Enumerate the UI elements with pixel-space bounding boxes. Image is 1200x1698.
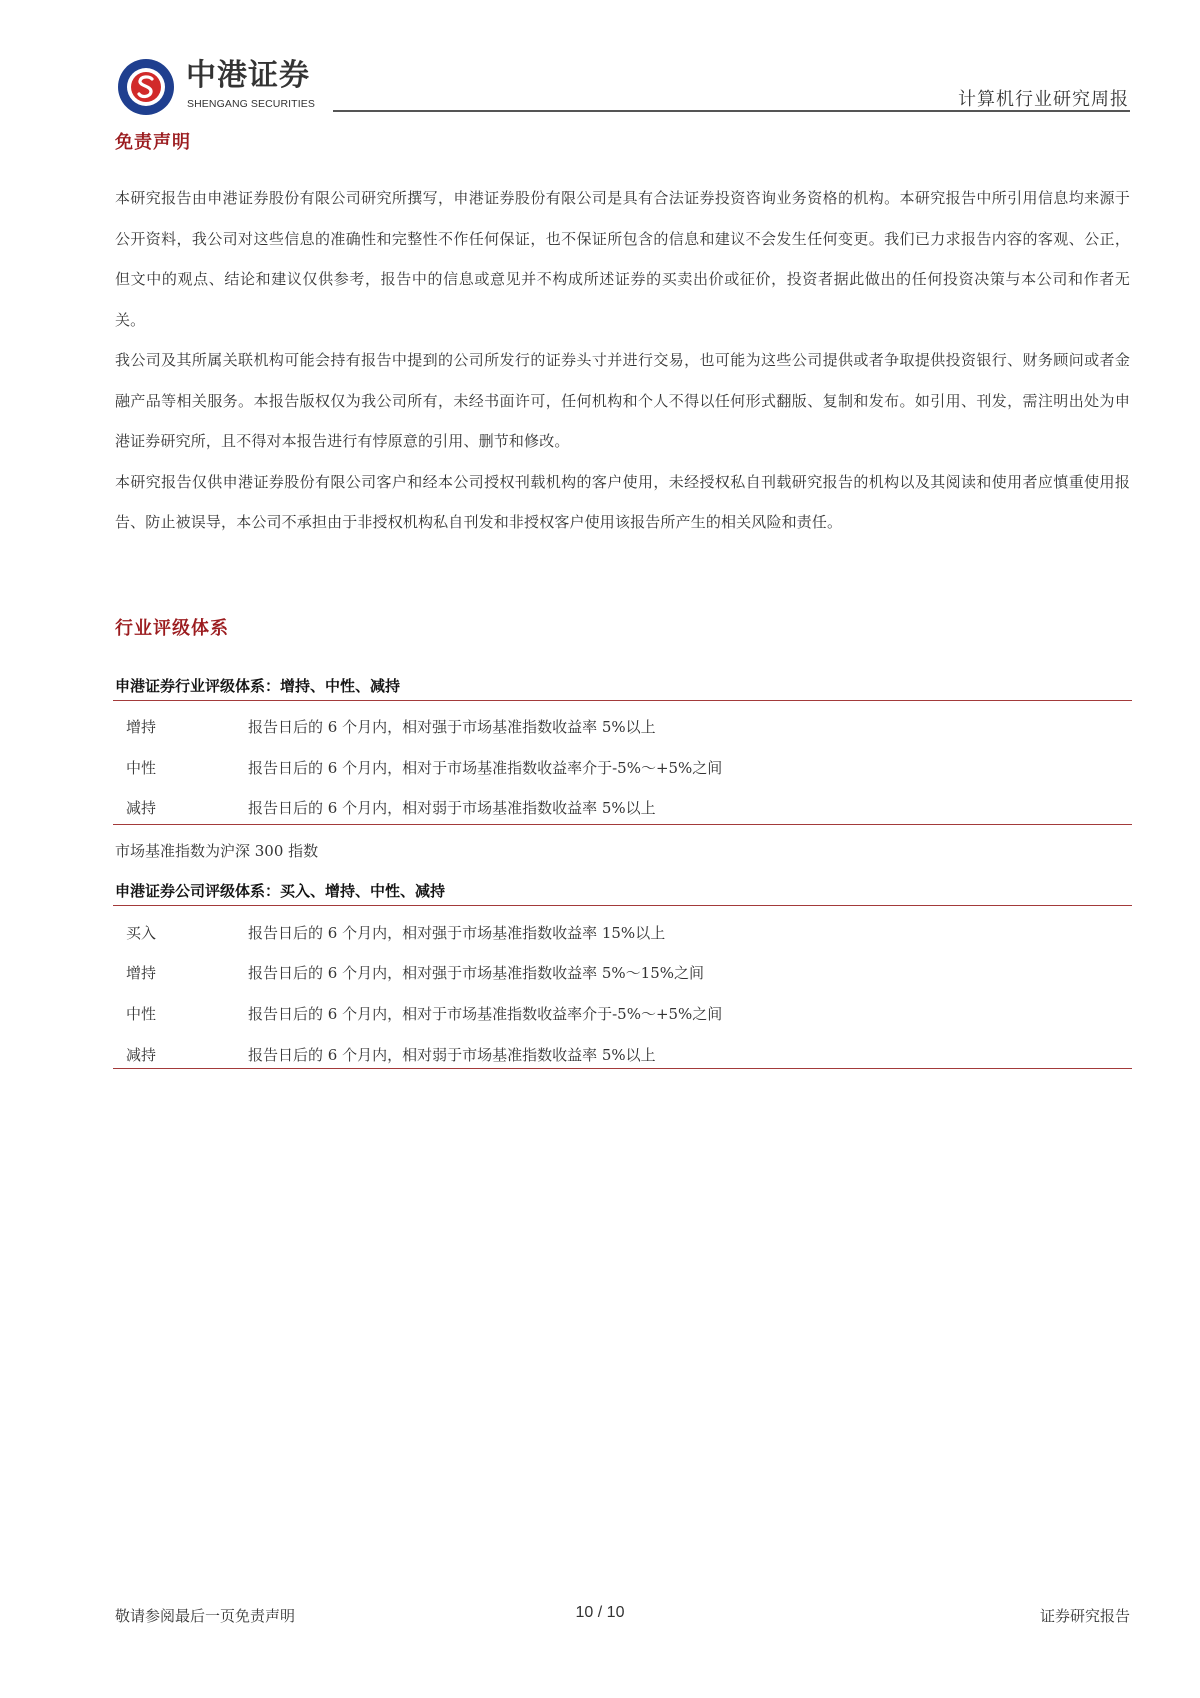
- disclaimer-paragraph: 本研究报告由申港证券股份有限公司研究所撰写，申港证券股份有限公司是具有合法证券投资咨询业务资格的机构。本研究报告中所引用信息均来源于公开资料，我公司对这些信息的准确性和完整性不作任何保证，也不保证所包含的信息和建议不会发生任何变更。我们已力求报告内容的客观、公正，但文中的观点、结论和建议仅供参考，报告中的信息或意见并不构成所述证券的买卖出价或征价，投资者据此做出的任何投资决策与本公司和作者无关。: [115, 189, 1130, 329]
- industry-table-top-rule: [113, 700, 1132, 701]
- industry-table-bottom-rule: [113, 824, 1132, 825]
- industry-rating-title: 申港证券行业评级体系：增持、中性、减持: [115, 677, 401, 695]
- rating-label: 中性: [126, 1005, 157, 1023]
- rating-description: 报告日后的 6 个月内，相对于市场基准指数收益率介于-5%～+5%之间: [248, 759, 723, 777]
- rating-label: 增持: [126, 964, 157, 982]
- rating-label: 减持: [126, 1046, 157, 1064]
- report-type-title: 计算机行业研究周报: [958, 89, 1129, 110]
- brand-english-name: SHENGANG SECURITIES: [187, 98, 315, 110]
- header-divider: [333, 110, 1130, 112]
- rating-description: 报告日后的 6 个月内，相对强于市场基准指数收益率 5%～15%之间: [248, 964, 704, 982]
- rating-description: 报告日后的 6 个月内，相对弱于市场基准指数收益率 5%以上: [248, 1046, 656, 1064]
- rating-description: 报告日后的 6 个月内，相对弱于市场基准指数收益率 5%以上: [248, 799, 656, 817]
- rating-description: 报告日后的 6 个月内，相对于市场基准指数收益率介于-5%～+5%之间: [248, 1005, 723, 1023]
- rating-description: 报告日后的 6 个月内，相对强于市场基准指数收益率 5%以上: [248, 718, 656, 736]
- brand-name: 中港证券: [186, 58, 310, 93]
- company-logo-icon: [116, 57, 176, 117]
- industry-rating-row: [126, 756, 1026, 780]
- benchmark-index-note: 市场基准指数为沪深 300 指数: [115, 842, 319, 860]
- company-rating-row: [126, 1002, 1026, 1026]
- rating-description: 报告日后的 6 个月内，相对强于市场基准指数收益率 15%以上: [248, 924, 666, 942]
- rating-label: 买入: [126, 924, 157, 942]
- company-table-top-rule: [113, 905, 1132, 906]
- rating-label: 增持: [126, 718, 157, 736]
- rating-system-heading: 行业评级体系: [115, 618, 229, 639]
- footer-disclaimer-note: 敬请参阅最后一页免责声明: [115, 1607, 296, 1625]
- company-table-bottom-rule: [113, 1068, 1132, 1069]
- company-rating-row: [126, 1043, 1026, 1067]
- company-rating-title: 申港证券公司评级体系：买入、增持、中性、减持: [115, 882, 446, 900]
- rating-label: 中性: [126, 759, 157, 777]
- disclaimer-body: [115, 178, 1130, 543]
- rating-label: 减持: [126, 799, 157, 817]
- disclaimer-paragraph: 本研究报告仅供申港证券股份有限公司客户和经本公司授权刊载机构的客户使用，未经授权私自刊载研究报告的机构以及其阅读和使用者应慎重使用报告、防止被误导，本公司不承担由于非授权机构私自刊发和非授权客户使用该报告所产生的相关风险和责任。: [115, 472, 1130, 531]
- disclaimer-paragraph: 我公司及其所属关联机构可能会持有报告中提到的公司所发行的证券头寸并进行交易，也可能为这些公司提供或者争取提供投资银行、财务顾问或者金融产品等相关服务。本报告版权仅为我公司所有，未经书面许可，任何机构和个人不得以任何形式翻版、复制和发布。如引用、刊发，需注明出处为申港证券研究所，且不得对本报告进行有悖原意的引用、删节和修改。: [115, 351, 1130, 450]
- company-rating-row: [126, 961, 1026, 985]
- page-number: 10 / 10: [575, 1604, 625, 1621]
- disclaimer-heading: 免责声明: [115, 132, 191, 153]
- industry-rating-row: [126, 796, 1026, 820]
- industry-rating-row: [126, 715, 1026, 739]
- footer-report-label: 证券研究报告: [1039, 1607, 1130, 1625]
- company-rating-row: [126, 921, 1026, 945]
